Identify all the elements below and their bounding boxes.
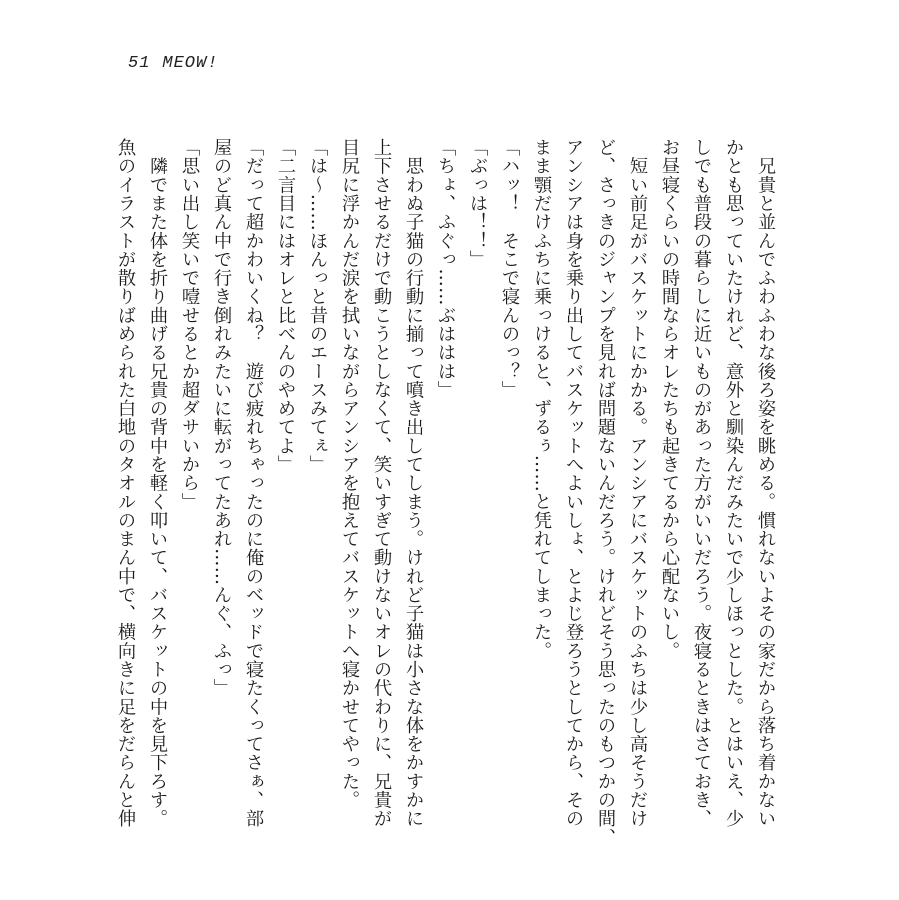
text-line: かとも思っていたけれど、意外と馴染んだみたいで少しほっとした。とはいえ、少	[723, 138, 744, 828]
text-line: 隣でまた体を折り曲げる兄貴の背中を軽く叩いて、バスケットの中を見下ろす。	[147, 138, 168, 828]
text-line: 思わぬ子猫の行動に揃って噴き出してしまう。けれど子猫は小さな体をかすかに	[403, 138, 424, 828]
running-header	[128, 54, 218, 73]
dialogue-line: 「思い出し笑いで噎せるとか超ダサいから」	[179, 138, 200, 511]
text-line: アンシアは身を乗り出してバスケットへよいしょ、とよじ登ろうとしてから、その	[563, 138, 584, 828]
dialogue-line: 「二言目にはオレと比べんのやめてよ」	[275, 138, 296, 474]
text-line: 兄貴と並んでふわふわな後ろ姿を眺める。慣れないよその家だから落ち着かない	[755, 138, 776, 828]
text-line: 目尻に浮かんだ涙を拭いながらアンシアを抱えてバスケットへ寝かせてやった。	[339, 138, 360, 810]
text-line: ど、さっきのジャンプを見れば問題ないんだろう。けれどそう思ったのもつかの間、	[595, 138, 616, 847]
book-title: MEOW!	[162, 54, 219, 73]
dialogue-line: 「ちょ、ふぐっ……ぶははは」	[435, 138, 456, 399]
text-line: 上下させるだけで動こうとしなくて、笑いすぎて動けないオレの代わりに、兄貴が	[371, 138, 392, 828]
page-number: 51	[128, 54, 151, 73]
text-line: 短い前足がバスケットにかかる。アンシアにバスケットのふちは少し高そうだけ	[627, 138, 648, 828]
text-line: まま顎だけふちに乗っけると、ずるぅ……と凭れてしまった。	[531, 138, 552, 660]
dialogue-line: 「だって超かわいくね？ 遊び疲れちゃったのに俺のベッドで寝たくってさぁ、部	[243, 138, 264, 828]
text-line: 屋のど真ん中で行き倒れみたいに転がってたあれ……んぐ、ふっ」	[211, 138, 232, 698]
text-line: お昼寝くらいの時間ならオレたちも起きてるから心配ないし。	[659, 138, 680, 660]
text-line: しでも普段の暮らしに近いものがあった方がいいだろう。夜寝るときはさておき、	[691, 138, 712, 828]
vertical-text-body	[109, 138, 781, 847]
dialogue-line: 「ハッ！ そこで寝んのっ？」	[499, 138, 520, 399]
text-line: 魚のイラストが散りばめられた白地のタオルのまん中で、横向きに足をだらんと伸	[115, 138, 136, 828]
dialogue-line: 「は〜……ほんっと昔のエースみてぇ」	[307, 138, 328, 474]
dialogue-line: 「ぶっは！！」	[467, 138, 488, 269]
